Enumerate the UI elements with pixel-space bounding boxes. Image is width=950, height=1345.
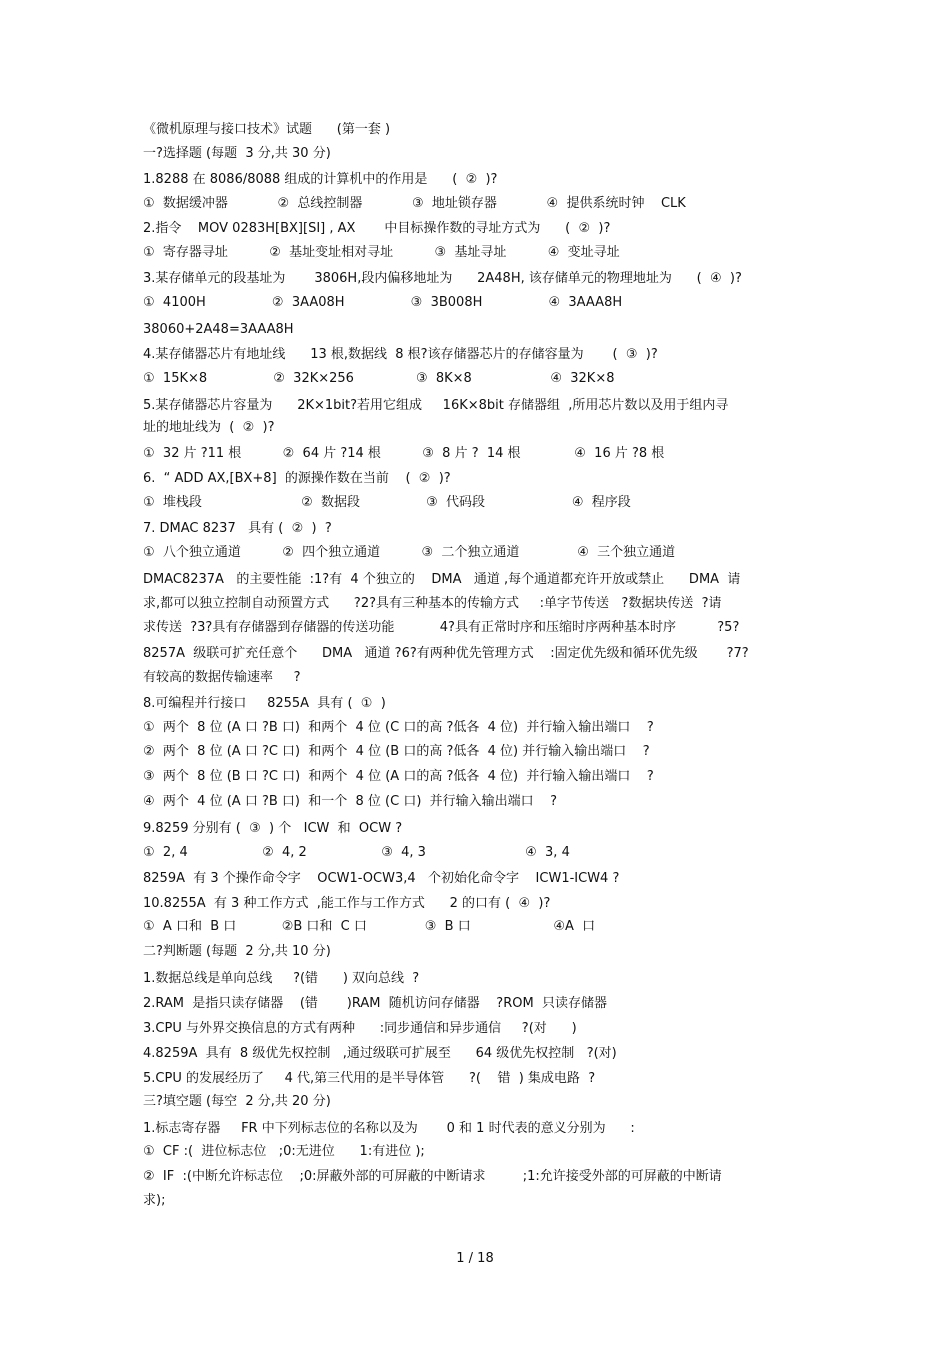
answer-note: DMAC8237A 的主要性能 :1?有 4 个独立的 DMA 通道 ,每个通道都充许开放或禁止 DMA 请 bbox=[143, 572, 741, 587]
question-line: 2.指令 MOV 0283H[BX][SI] , AX 中目标操作数的寻址方式为 ( ② )? bbox=[143, 221, 611, 236]
doc-title: 《微机原理与接口技术》试题 (第一套 ) bbox=[143, 122, 391, 137]
section-heading-fill: 三?填空题 (每空 2 分,共 20 分) bbox=[143, 1094, 331, 1109]
options-line: ① 堆栈段 ② 数据段 ③ 代码段 ④ 程序段 bbox=[143, 495, 631, 510]
question-line: 1.标志寄存器 FR 中下列标志位的名称以及为 0 和 1 时代表的意义分别为 : bbox=[143, 1121, 635, 1136]
question-line: 1.8288 在 8086/8088 组成的计算机中的作用是 ( ② )? bbox=[143, 172, 498, 187]
fill-answer: ② IF :(中断允许标志位 ;0:屏蔽外部的可屏蔽的中断请求 ;1:允许接受外部的可屏蔽的中断请 bbox=[143, 1169, 722, 1184]
options-line: ① 4100H ② 3AA08H ③ 3B008H ④ 3AAA8H bbox=[143, 295, 623, 310]
judgement-item: 2.RAM 是指只读存储器 (错 )RAM 随机访问存储器 ?ROM 只读存储器 bbox=[143, 996, 607, 1011]
page-number: 1 / 18 bbox=[456, 1251, 494, 1266]
answer-note: 有较高的数据传输速率 ? bbox=[143, 670, 301, 685]
judgement-item: 3.CPU 与外界交换信息的方式有两种 :同步通信和异步通信 ?(对 ) bbox=[143, 1021, 577, 1036]
options-line: ① 15K×8 ② 32K×256 ③ 8K×8 ④ 32K×8 bbox=[143, 371, 615, 386]
answer-note: 38060+2A48=3AAA8H bbox=[143, 322, 294, 337]
options-line: ① 寄存器寻址 ② 基址变址相对寻址 ③ 基址寻址 ④ 变址寻址 bbox=[143, 245, 620, 260]
option-line: ④ 两个 4 位 (A 口 ?B 口) 和一个 8 位 (C 口) 并行输入输出端口 ? bbox=[143, 794, 558, 809]
options-line: ① A 口和 B 口 ②B 口和 C 口 ③ B 口 ④A 口 bbox=[143, 919, 596, 934]
section-heading-judgement: 二?判断题 (每题 2 分,共 10 分) bbox=[143, 944, 331, 959]
judgement-item: 5.CPU 的发展经历了 4 代,第三代用的是半导体管 ?( 错 ) 集成电路 ? bbox=[143, 1071, 596, 1086]
question-line: 4.某存储器芯片有地址线 13 根,数据线 8 根?该存储器芯片的存储容量为 ( ③ )? bbox=[143, 347, 658, 362]
options-line: ① 32 片 ?11 根 ② 64 片 ?14 根 ③ 8 片 ? 14 根 ④ 16 片 ?8 根 bbox=[143, 446, 665, 461]
judgement-item: 4.8259A 具有 8 级优先权控制 ,通过级联可扩展至 64 级优先权控制 ?(对) bbox=[143, 1046, 617, 1061]
section-heading-choice: 一?选择题 (每题 3 分,共 30 分) bbox=[143, 146, 331, 161]
question-line: 5.某存储器芯片容量为 2K×1bit?若用它组成 16K×8bit 存储器组 ,所用芯片数以及用于组内寻 bbox=[143, 398, 729, 413]
option-line: ③ 两个 8 位 (B 口 ?C 口) 和两个 4 位 (A 口的高 ?低各 4 位) 并行输入输出端口 ? bbox=[143, 769, 654, 784]
fill-answer: ① CF :( 进位标志位 ;0:无进位 1:有进位 ); bbox=[143, 1144, 425, 1159]
options-line: ① 2, 4 ② 4, 2 ③ 4, 3 ④ 3, 4 bbox=[143, 845, 570, 860]
answer-note: 8259A 有 3 个操作命令字 OCW1-OCW3,4 个初始化命令字 ICW1-ICW4 ? bbox=[143, 871, 620, 886]
question-line: 10.8255A 有 3 种工作方式 ,能工作与工作方式 2 的口有 ( ④ )? bbox=[143, 896, 551, 911]
question-line: 9.8259 分别有 ( ③ ) 个 ICW 和 OCW ? bbox=[143, 821, 403, 836]
options-line: ① 数据缓冲器 ② 总线控制器 ③ 地址锁存器 ④ 提供系统时钟 CLK bbox=[143, 196, 686, 211]
judgement-item: 1.数据总线是单向总线 ?(错 ) 双向总线 ? bbox=[143, 971, 420, 986]
answer-note: 8257A 级联可扩充任意个 DMA 通道 ?6?有两种优先管理方式 :固定优先级和循环优先级 ?7? bbox=[143, 646, 749, 661]
fill-answer-continued: 求); bbox=[143, 1193, 166, 1208]
question-line: 7. DMAC 8237 具有 ( ② ) ? bbox=[143, 521, 332, 536]
option-line: ② 两个 8 位 (A 口 ?C 口) 和两个 4 位 (B 口的高 ?低各 4 位) 并行输入输出端口 ? bbox=[143, 744, 650, 759]
question-line: 6. “ ADD AX,[BX+8] 的源操作数在当前 ( ② )? bbox=[143, 471, 451, 486]
options-line: ① 八个独立通道 ② 四个独立通道 ③ 二个独立通道 ④ 三个独立通道 bbox=[143, 545, 676, 560]
answer-note: 求传送 ?3?具有存储器到存储器的传送功能 4?具有正常时序和压缩时序两种基本时序 ?5? bbox=[143, 620, 740, 635]
option-line: ① 两个 8 位 (A 口 ?B 口) 和两个 4 位 (C 口的高 ?低各 4 位) 并行输入输出端口 ? bbox=[143, 720, 654, 735]
answer-note: 求,都可以独立控制自动预置方式 ?2?具有三种基本的传输方式 :单字节传送 ?数据块传送 ?请 bbox=[143, 596, 722, 611]
question-line: 8.可编程并行接口 8255A 具有 ( ① ) bbox=[143, 696, 386, 711]
question-line-continued: 址的地址线为 ( ② )? bbox=[143, 420, 275, 435]
question-line: 3.某存储单元的段基址为 3806H,段内偏移地址为 2A48H, 该存储单元的物理地址为 ( ④ )? bbox=[143, 271, 742, 286]
